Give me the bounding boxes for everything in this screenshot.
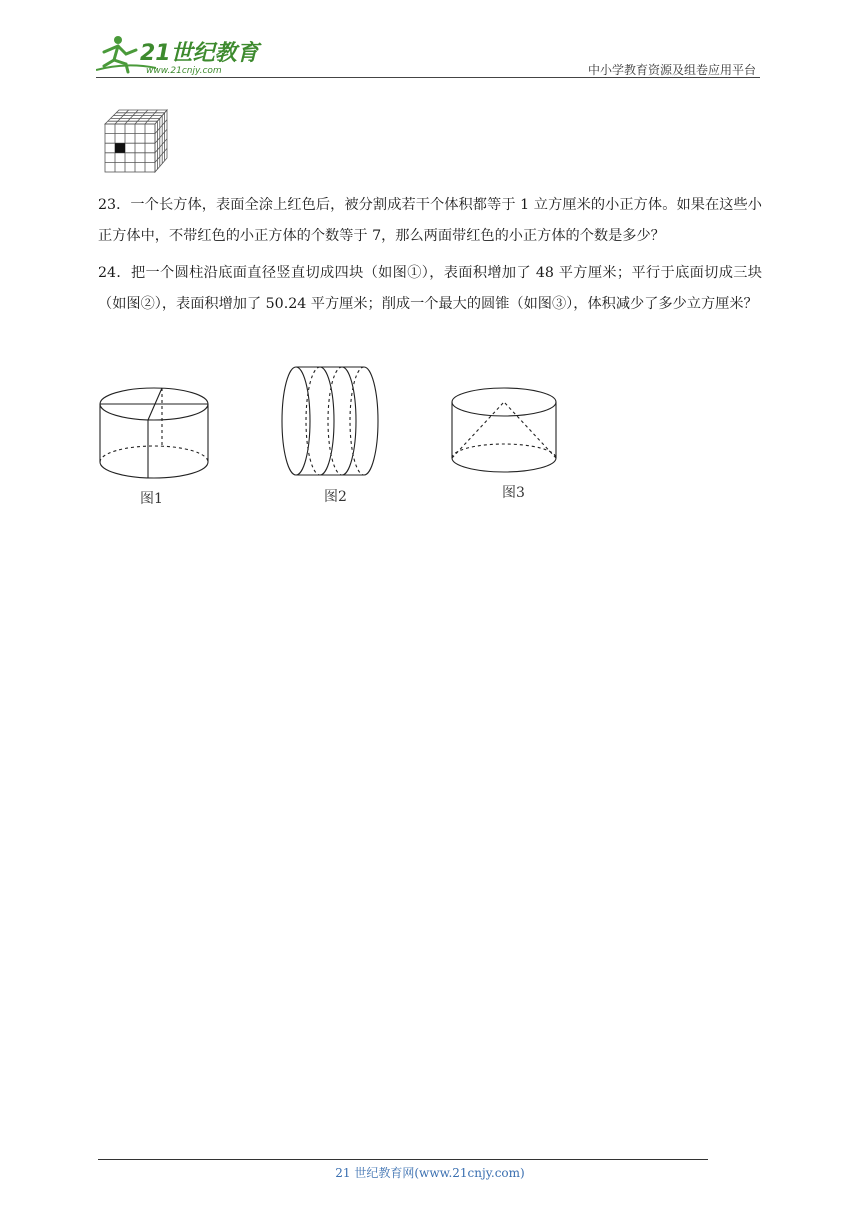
page-header bbox=[96, 30, 760, 78]
question-23 bbox=[98, 190, 762, 252]
question-number: 23． bbox=[98, 197, 131, 213]
figure-2 bbox=[280, 364, 380, 480]
figure-2-caption: 图2 bbox=[324, 489, 347, 505]
cylinder-figures bbox=[96, 362, 576, 512]
question-number: 24． bbox=[98, 265, 131, 281]
cube-figure bbox=[103, 108, 169, 174]
svg-text:21世纪教育: 21世纪教育 bbox=[140, 41, 259, 66]
figure-1 bbox=[96, 382, 216, 482]
header-divider bbox=[96, 77, 760, 78]
figure-1-caption: 图1 bbox=[140, 491, 163, 507]
platform-name: 中小学教育资源及组卷应用平台 bbox=[587, 63, 756, 77]
footer-divider bbox=[98, 1159, 708, 1160]
figure-3 bbox=[448, 386, 560, 476]
figure-3-caption: 图3 bbox=[502, 485, 525, 501]
footer-text[interactable]: 21 世纪教育网(www.21cnjy.com) bbox=[335, 1166, 525, 1180]
question-24 bbox=[98, 258, 762, 320]
site-logo bbox=[96, 32, 266, 76]
question-text: 把一个圆柱沿底面直径竖直切成四块（如图①），表面积增加了 48 平方厘米；平行于底面切成三块（如图②），表面积增加了 50.24 平方厘米；削成一个最大的圆锥（如图③），体积减少了多少立方厘米？ bbox=[98, 265, 762, 312]
svg-text:www.21cnjy.com: www.21cnjy.com bbox=[146, 66, 222, 76]
question-text: 一个长方体，表面全涂上红色后，被分割成若干个体积都等于 1 立方厘米的小正方体。如果在这些小正方体中，不带红色的小正方体的个数等于 7，那么两面带红色的小正方体的个数是多少？ bbox=[98, 197, 762, 244]
